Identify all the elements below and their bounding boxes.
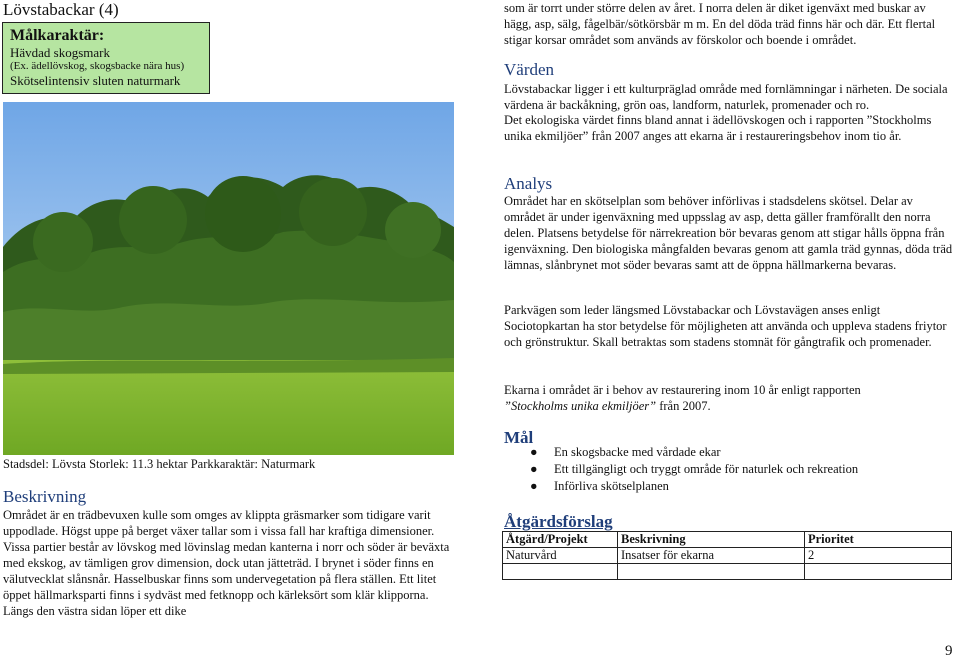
description-heading: Beskrivning — [3, 487, 87, 506]
table-cell: 2 — [805, 548, 952, 564]
values-ecological-text: Det ekologiska värdet finns bland annat i ädellövskogen och i rapporten ”Stockholms unika ekmiljöer” från 2007 anges att ekarna är i restaureringsbehov inom tio år. — [504, 113, 932, 143]
district-info: Stadsdel: Lövsta Storlek: 11.3 hektar Parkkaraktär: Naturmark — [3, 457, 316, 471]
target-character-care: Skötselintensiv sluten naturmark — [10, 73, 181, 88]
landscape-photo — [3, 102, 454, 455]
target-character-example: (Ex. ädellövskog, skogsbacke nära hus) — [10, 60, 185, 72]
photo-illustration — [3, 102, 454, 455]
table-row — [503, 548, 952, 564]
analysis-text-3 — [504, 382, 956, 414]
bullet-icon: ● — [530, 445, 538, 459]
analysis-text-2: Parkvägen som leder längsmed Lövstabackar och Lövstavägen anses enligt Sociotopkartan ha stor betydelse för möjligheten att använda och uppleva stadens friytor och grönstruktur. Skall betraktas som stadens stomnät för gångtrafik och promenader. — [504, 303, 947, 349]
values-heading: Värden — [504, 60, 555, 79]
target-character-heading: Målkaraktär: — [10, 27, 105, 44]
continued-description: som är torrt under större delen av året. I norra delen är diket igenväxt med buskar av hägg, asp, sälg, fågelbär/sötkörsbär m m. En del döda träd finns här och där. Ett flertal stigar korsar området som används av förskolor och boende i området. — [504, 1, 936, 47]
description-text: Området är en trädbevuxen kulle som omges av klippta gräsmarker som tidigare varit uppodlade. Högst uppe på berget växer tallar som i vissa fall har kraftiga dimensioner. Vissa partier består av lövskog med lövinslag medan kanterna i norr och söder är beväxta med ekskog, av tämligen grov dimension, dock utan jätteträd. I brynet i söder finns en välutvecklat slånsnår. Hasselbuskar finns som undervegetation på flera ställen. Ett litet öppet hällmarksparti finns i sydväst med fetknopp och kärleksört som klär klipporna. Längs den västra sidan löper ett dike — [3, 508, 450, 618]
measures-heading: Åtgärdsförslag — [504, 512, 613, 531]
goals-list — [530, 444, 858, 495]
table-header-row — [503, 532, 952, 548]
analysis-heading: Analys — [504, 174, 553, 193]
analysis-text-3-prefix: Ekarna i området är i behov av restaurering inom 10 år enligt rapporten — [504, 383, 861, 397]
values-social-text: Lövstabackar ligger i ett kulturpräglad område med fornlämningar i närheten. De sociala värdena är backåkning, grön oas, landform, naturlek, promenader och ro. — [504, 82, 948, 112]
column-header-priority: Prioritet — [805, 532, 952, 548]
analysis-text-3-suffix: från 2007. — [656, 399, 711, 413]
bullet-icon: ● — [530, 462, 538, 476]
goal-item: ● En skogsbacke med vårdade ekar — [530, 445, 721, 459]
analysis-text-1: Området har en skötselplan som behöver införlivas i stadsdelens skötsel. Delar av området är under igenväxning med uppsslag av asp, detta gäller framförallt den norra delen. Platsens betydelse för närrekreation bör bevaras genom att stigar hålls öppna från igenväxning. Den biologiska mångfalden bevaras genom att gamla träd gynnas, döda träd lämnas, slånbrynet mot söder bevaras samt att de öppna hällmarkerna bevaras. — [504, 194, 953, 272]
goals-heading: Mål — [504, 428, 534, 447]
table-cell: Insatser för ekarna — [618, 548, 805, 564]
table-row-empty — [503, 564, 952, 580]
goal-item: ● Införliva skötselplanen — [530, 479, 669, 493]
column-header-description: Beskrivning — [618, 532, 805, 548]
column-header-measure: Åtgärd/Projekt — [503, 532, 618, 548]
table-cell: Naturvård — [503, 548, 618, 564]
page-number: 9 — [945, 643, 953, 659]
measures-table — [502, 531, 952, 580]
report-title: ”Stockholms unika ekmiljöer” — [504, 399, 657, 413]
target-character-box — [2, 22, 210, 94]
page-title: Lövstabackar (4) — [3, 0, 119, 19]
goal-item: ● Ett tillgängligt och tryggt område för naturlek och rekreation — [530, 462, 859, 476]
target-character-type: Hävdad skogsmark — [10, 45, 111, 60]
bullet-icon: ● — [530, 479, 538, 493]
